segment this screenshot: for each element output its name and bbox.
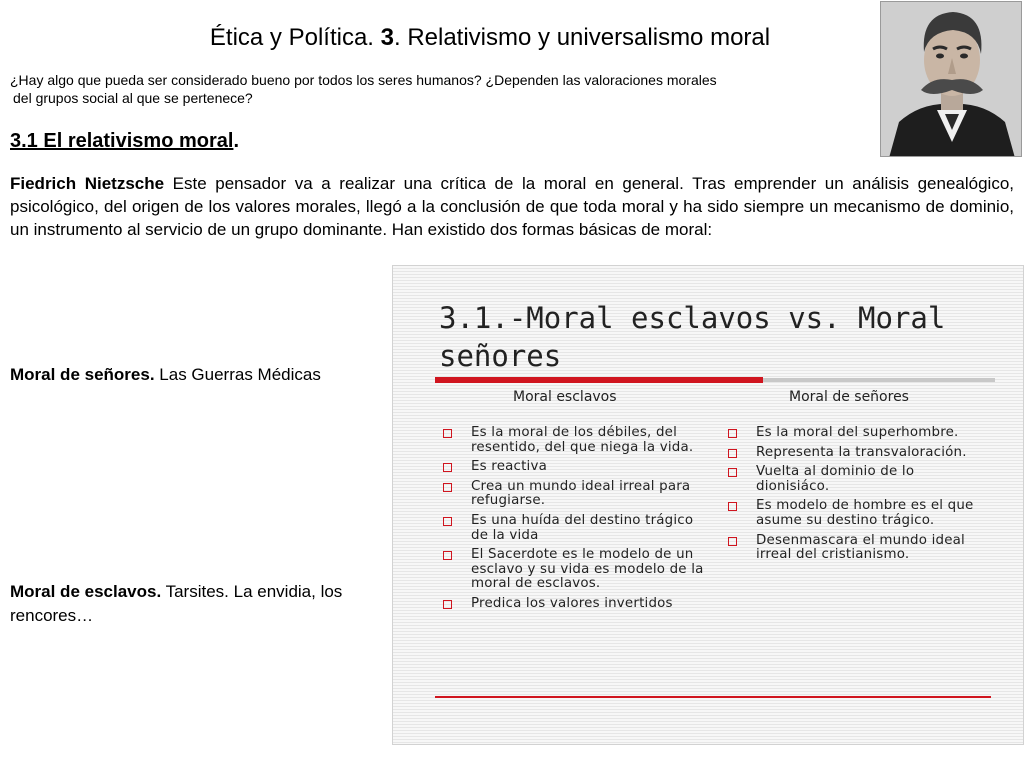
square-bullet-icon xyxy=(728,429,737,438)
intro-paragraph xyxy=(10,172,1014,241)
masters-text: Las Guerras Médicas xyxy=(154,365,321,384)
square-bullet-icon xyxy=(443,483,452,492)
title-number: 3 xyxy=(380,24,394,51)
title-prefix: Ética y Política. xyxy=(209,24,381,51)
question-line-2: del grupos social al que se pertenece? xyxy=(13,90,253,106)
list-item xyxy=(726,426,991,441)
slide-title-underline-accent xyxy=(435,377,763,383)
question-line-1: ¿Hay algo que pueda ser considerado bueno por todos los seres humanos? ¿Dependen las valoraciones morales xyxy=(10,72,717,88)
list-item xyxy=(441,597,706,612)
list-item xyxy=(441,480,706,509)
slaves-label: Moral de esclavos. xyxy=(10,582,162,601)
list-item-text: Predica los valores invertidos xyxy=(471,595,673,611)
list-item xyxy=(726,534,991,563)
square-bullet-icon xyxy=(443,463,452,472)
guiding-question xyxy=(10,71,830,107)
masters-label: Moral de señores. xyxy=(10,365,155,384)
slaves-column-header: Moral esclavos xyxy=(513,389,617,405)
square-bullet-icon xyxy=(728,449,737,458)
list-item xyxy=(441,514,706,543)
list-item xyxy=(726,446,991,461)
list-item-text: Es una huída del destino trágico de la vida xyxy=(471,512,694,543)
portrait-illustration xyxy=(881,2,1022,157)
author-name: Fiedrich Nietzsche xyxy=(10,174,165,193)
list-item-text: Es modelo de hombre es el que asume su destino trágico. xyxy=(756,498,974,528)
list-item xyxy=(441,460,706,475)
square-bullet-icon xyxy=(443,600,452,609)
intro-text: Este pensador va a realizar una crítica de la moral en general. Tras emprender un análisis genealógico, psicológico, del origen de los valores morales, llegó a la conclusión de que toda moral y ha sido siempre un mecanismo de dominio, un instrumento al servicio de un grupo dominante. Han existido dos formas básicas de moral: xyxy=(10,174,1014,239)
list-item-text: Es reactiva xyxy=(471,459,548,475)
section-heading-text: 3.1 El relativismo moral xyxy=(10,130,234,152)
slaves-morality-note xyxy=(10,580,390,628)
page-title xyxy=(160,24,820,52)
section-heading xyxy=(10,130,239,153)
slide-title: 3.1.-Moral esclavos vs. Moral señores xyxy=(439,301,946,373)
square-bullet-icon xyxy=(443,551,452,560)
list-item xyxy=(441,548,706,592)
slaves-traits-list xyxy=(441,426,706,617)
masters-morality-note xyxy=(10,365,321,385)
square-bullet-icon xyxy=(443,429,452,438)
square-bullet-icon xyxy=(728,502,737,511)
nietzsche-portrait xyxy=(880,1,1022,157)
slide-bottom-rule xyxy=(435,696,991,698)
list-item-text: Es la moral de los débiles, del resentido, del que niega la vida. xyxy=(471,425,694,455)
slaves-text: Tarsites. La envidia, los rencores… xyxy=(10,582,343,625)
masters-column-header: Moral de señores xyxy=(789,389,909,405)
list-item-text: Vuelta al dominio de lo dionisiáco. xyxy=(756,464,915,494)
square-bullet-icon xyxy=(728,468,737,477)
list-item xyxy=(726,499,991,528)
list-item-text: El Sacerdote es le modelo de un esclavo y su vida es modelo de la moral de esclavos. xyxy=(471,547,704,592)
slide-title-underline xyxy=(435,378,995,382)
embedded-slide xyxy=(392,265,1024,745)
list-item-text: Representa la transvaloración. xyxy=(756,444,967,460)
list-item-text: Es la moral del superhombre. xyxy=(756,425,959,440)
list-item-text: Desenmascara el mundo ideal irreal del cristianismo. xyxy=(756,532,965,563)
list-item xyxy=(441,426,706,455)
list-item-text: Crea un mundo ideal irreal para refugiarse. xyxy=(471,478,691,509)
section-heading-period: . xyxy=(233,130,239,152)
list-item xyxy=(726,465,991,494)
masters-traits-list xyxy=(726,426,991,568)
square-bullet-icon xyxy=(728,537,737,546)
title-suffix: . Relativismo y universalismo moral xyxy=(393,24,771,51)
square-bullet-icon xyxy=(443,517,452,526)
